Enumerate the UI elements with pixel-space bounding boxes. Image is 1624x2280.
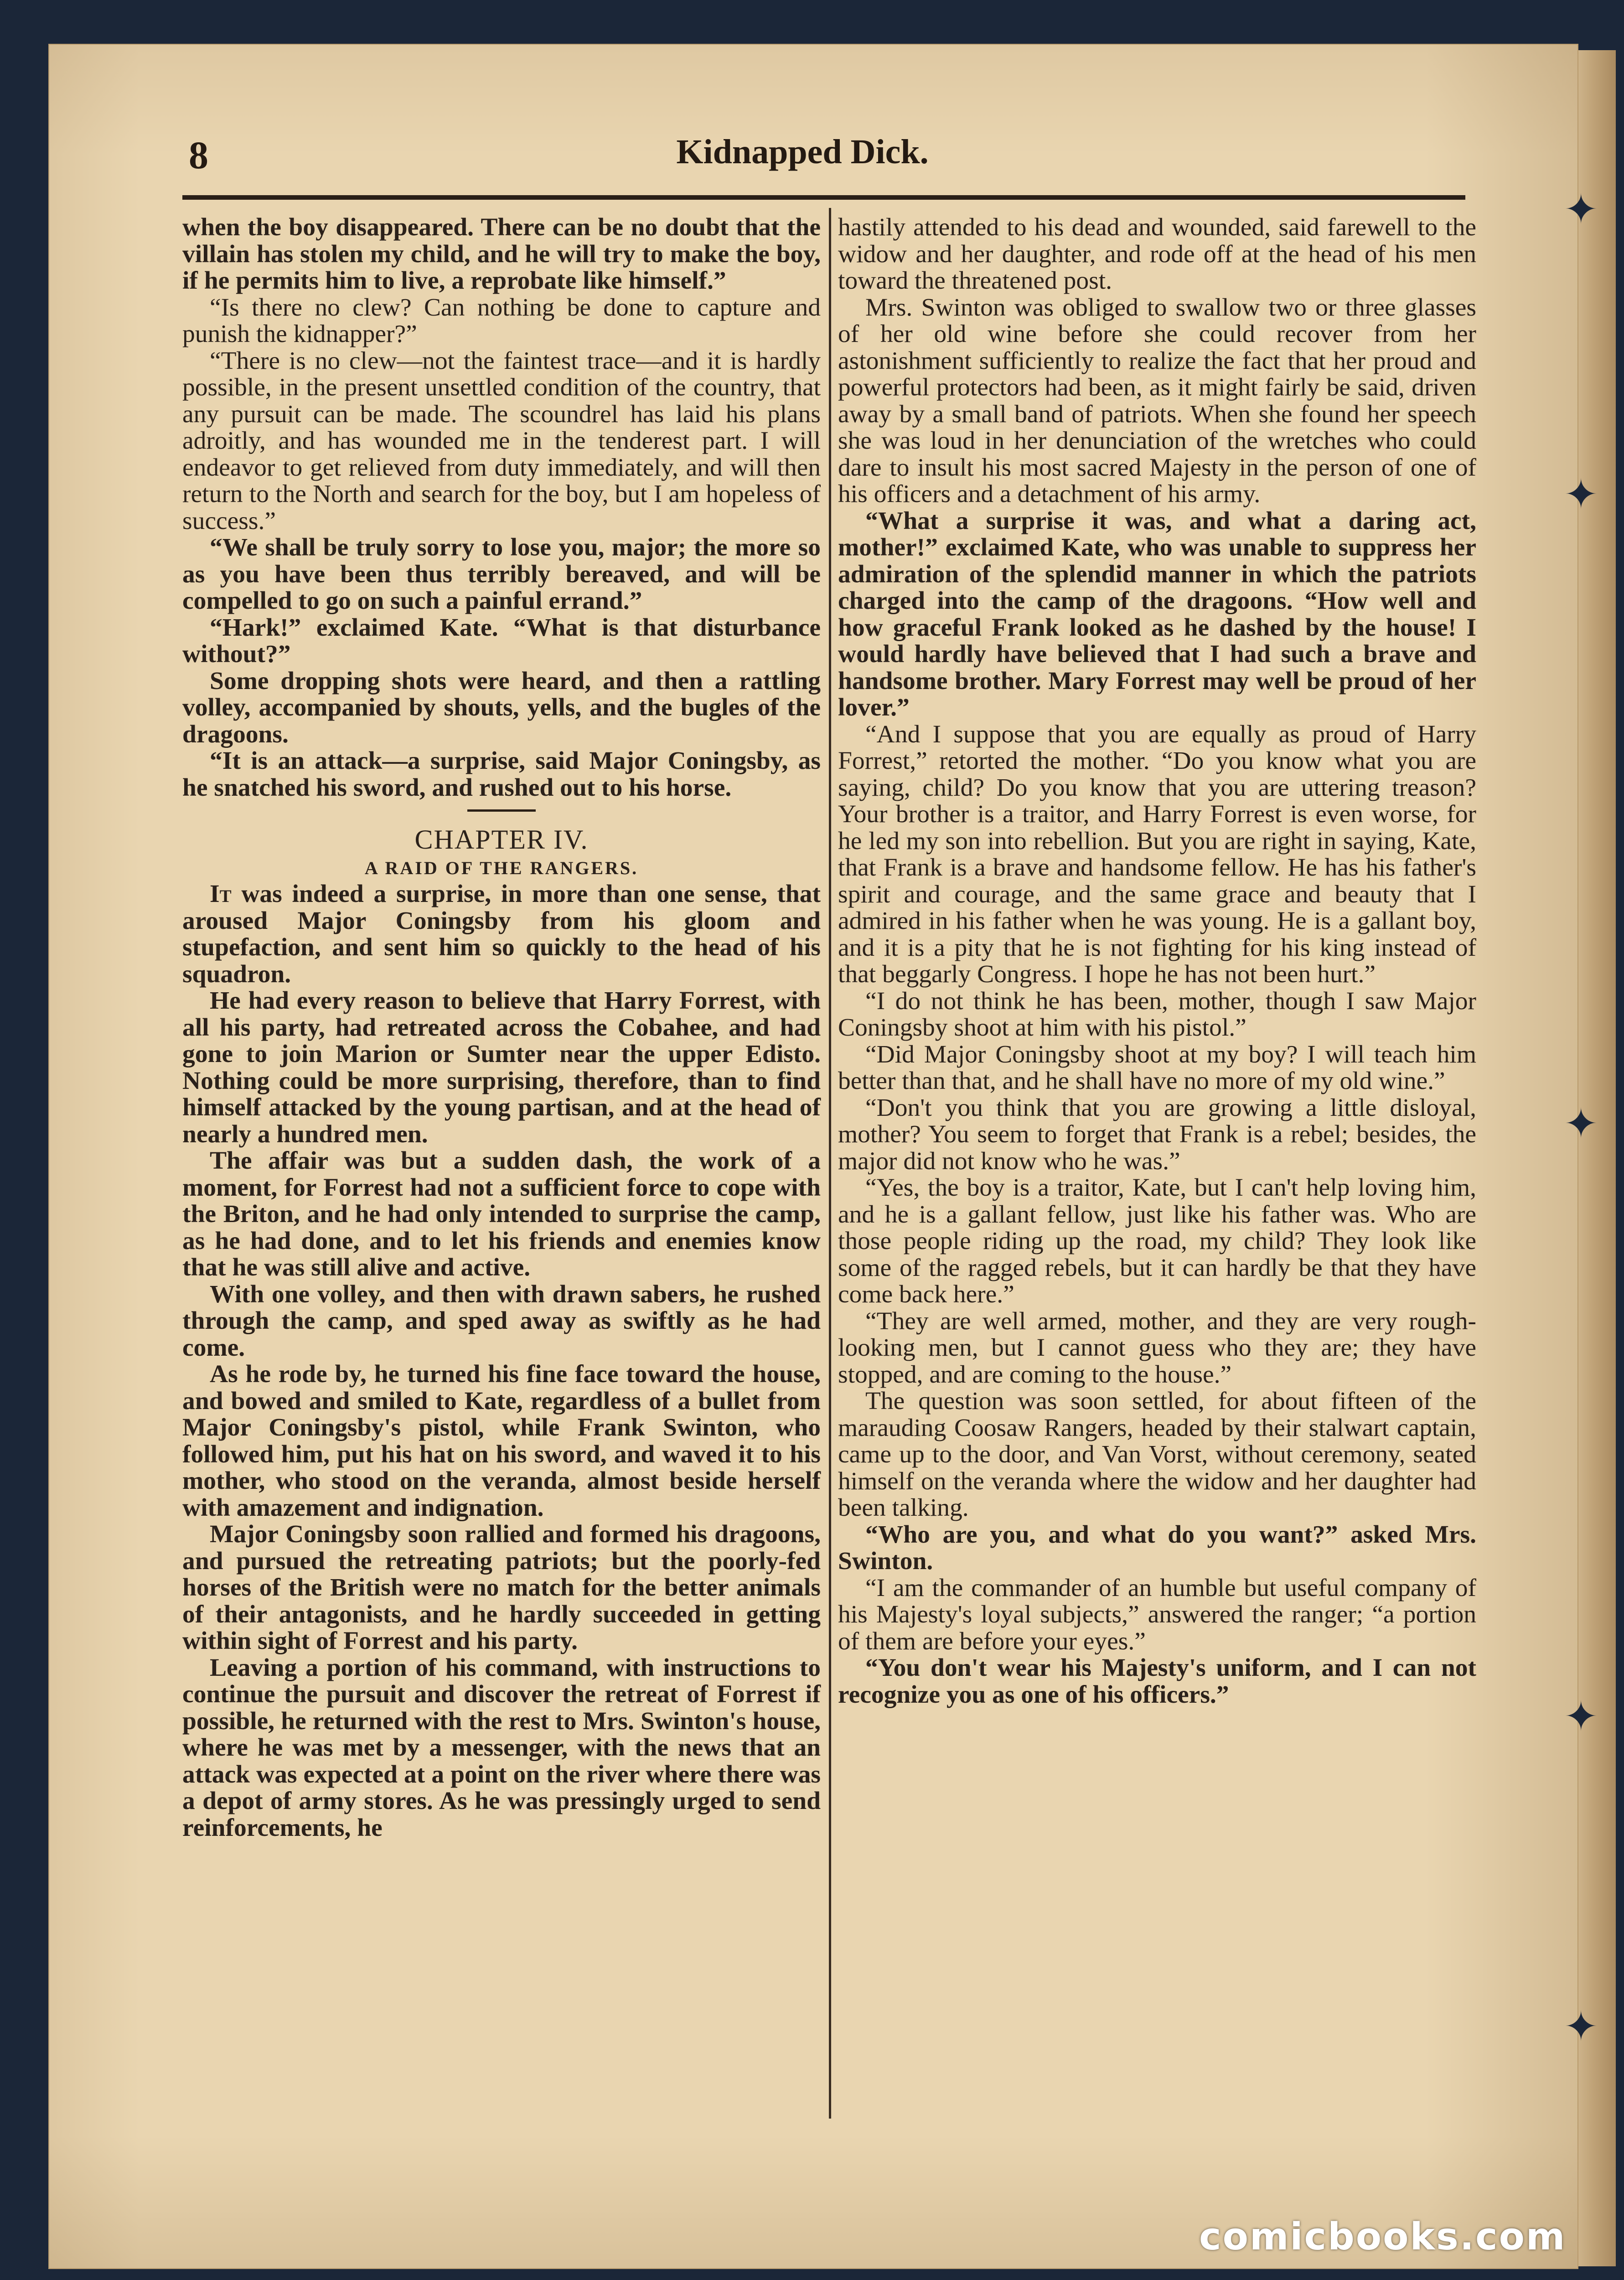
paragraph: “They are well armed, mother, and they are very rough-looking men, but I cannot guess who they are; they have stopped, and are coming to the house.” <box>838 1307 1476 1389</box>
running-title: Kidnapped Dick. <box>676 133 929 171</box>
page-number: 8 <box>189 133 208 177</box>
chapter-first-word: It <box>210 880 232 908</box>
paragraph: “Is there no clew? Can nothing be done to capture and punish the kidnapper?” <box>182 293 821 348</box>
paragraph: “And I suppose that you are equally as proud of Harry Forrest,” retorted the mother. “Do you know what you are saying, child? Do you know that you are uttering treason? Your brother is a traitor, and Harry Forrest is even worse, for he led my son into rebellion. But you are right in saying, Kate, that Frank is a brave and handsome fellow. He has his father's spirit and courage, and the same grace and beauty that I admired in his father when he was young. He is a gallant boy, and it is a pity that he is not fighting for his king instead of that beggarly Congress. I hope he has not been hurt.” <box>838 720 1476 988</box>
paragraph: “It is an attack—a surprise, said Major Coningsby, as he snatched his sword, and rushed out to his horse. <box>182 747 821 802</box>
paragraph: Leaving a portion of his command, with instructions to continue the pursuit and discover the retreat of Forrest if possible, he returned with the rest to Mrs. Swinton's house, where he was met by a messenger, with the news that an attack was expected at a point on the river where there was a depot of army stores. As he was pressingly urged to send reinforcements, he <box>182 1653 821 1842</box>
paragraph: “Who are you, and what do you want?” asked Mrs. Swinton. <box>838 1520 1476 1575</box>
column-divider <box>829 208 831 2119</box>
paragraph: The affair was but a sudden dash, the work of a moment, for Forrest had not a sufficient force to cope with the Briton, and he had only intended to surprise the camp, as he had done, and to let his friends and enemies know that he was still alive and active. <box>182 1147 821 1281</box>
chapter-subtitle: A RAID OF THE RANGERS. <box>364 858 639 878</box>
header-rule <box>182 195 1465 200</box>
left-column <box>182 214 821 1841</box>
paragraph: The question was soon settled, for about fifteen of the marauding Coosaw Rangers, headed by their stalwart captain, came up to the door, and Van Vorst, without ceremony, seated himself on the veranda where the widow and her daughter had been talking. <box>838 1387 1476 1522</box>
binding-tear-mark: ✦ <box>1564 471 1598 518</box>
paragraph: “Yes, the boy is a traitor, Kate, but I can't help loving him, and he is a gallant fellow, just like his father was. Who are those people riding up the road, my child? They look like some of the ragged rebels, but it can hardly be that they have come back here.” <box>838 1174 1476 1308</box>
paragraph: He had every reason to believe that Harry Forrest, with all his party, had retreated across the Cobahee, and had gone to join Marion or Sumter near the upper Edisto. Nothing could be more surprising, therefore, than to find himself attacked by the young partisan, and at the head of nearly a hundred men. <box>182 987 821 1148</box>
adjacent-page-edge <box>1578 50 1616 2266</box>
paragraph: “Don't you think that you are growing a little disloyal, mother? You seem to forget that Frank is a rebel; besides, the major did not know who he was.” <box>838 1093 1476 1175</box>
paragraph: Some dropping shots were heard, and then a rattling volley, accompanied by shouts, yells, and the bugles of the dragoons. <box>182 667 821 748</box>
paragraph: With one volley, and then with drawn sabers, he rushed through the camp, and sped away as swiftly as he had come. <box>182 1280 821 1362</box>
binding-tear-mark: ✦ <box>1564 1100 1598 1148</box>
paragraph: when the boy disappeared. There can be no doubt that the villain has stolen my child, and he will try to make the boy, if he permits him to live, a reprobate like himself.” <box>182 213 821 295</box>
paragraph: “We shall be truly sorry to lose you, major; the more so as you have been thus terribly bereaved, and will be compelled to go on such a painful errand.” <box>182 534 821 615</box>
right-column <box>838 214 1476 1708</box>
paragraph: “I do not think he has been, mother, though I saw Major Coningsby shoot at him with his pistol.” <box>838 987 1476 1042</box>
paragraph: As he rode by, he turned his fine face toward the house, and bowed and smiled to Kate, regardless of a bullet from Major Coningsby's pistol, while Frank Swinton, who followed him, put his hat on his sword, and waved it to his mother, who stood on the veranda, almost beside herself with amazement and indignation. <box>182 1360 821 1522</box>
site-watermark: comicbooks.com <box>1199 2215 1567 2259</box>
paragraph: “I am the commander of an humble but useful company of his Majesty's loyal subjects,” answered the ranger; “a portion of them are before your eyes.” <box>838 1574 1476 1655</box>
chapter-title: CHAPTER IV. <box>414 824 589 855</box>
paragraph: “Hark!” exclaimed Kate. “What is that disturbance without?” <box>182 613 821 668</box>
section-rule <box>467 809 536 812</box>
paragraph: “What a surprise it was, and what a daring act, mother!” exclaimed Kate, who was unable to suppress her admiration of the splendid manner in which the patriots charged into the camp of the dragoons. “How well and how graceful Frank looked as he dashed by the house! I would hardly have believed that I had such a brave and handsome brother. Mary Forrest may well be proud of her lover.” <box>838 507 1476 721</box>
binding-tear-mark: ✦ <box>1564 1693 1598 1741</box>
page-header <box>137 132 1468 187</box>
binding-tear-mark: ✦ <box>1564 186 1598 233</box>
paragraph: “You don't wear his Majesty's uniform, and I can not recognize you as one of his officers.” <box>838 1654 1476 1709</box>
paragraph: “Did Major Coningsby shoot at my boy? I will teach him better than that, and he shall have no more of my old wine.” <box>838 1040 1476 1095</box>
paragraph: was indeed a surprise, in more than one sense, that aroused Major Coningsby from his gloom and stupefaction, and sent him so quickly to the head of his squadron. <box>182 880 821 988</box>
paragraph: Major Coningsby soon rallied and formed his dragoons, and pursued the retreating patriots; but the poorly-fed horses of the British were no match for the better animals of their antagonists, and he hardly succeeded in getting within sight of Forrest and his party. <box>182 1520 821 1655</box>
binding-tear-mark: ✦ <box>1564 2003 1598 2051</box>
paragraph: hastily attended to his dead and wounded, said farewell to the widow and her daughter, and rode off at the head of his men toward the threatened post. <box>838 213 1476 295</box>
paragraph: “There is no clew—not the faintest trace—and it is hardly possible, in the present unsettled condition of the country, that any pursuit can be made. The scoundrel has laid his plans adroitly, and has wounded me in the tenderest part. I will endeavor to get relieved from duty immediately, and will then return to the North and search for the boy, but I am hopeless of success.” <box>182 347 821 535</box>
paragraph: Mrs. Swinton was obliged to swallow two or three glasses of her old wine before she could recover from her astonishment sufficiently to realize the fact that her proud and powerful protectors had been, as it might fairly be said, driven away by a small band of patriots. When she found her speech she was loud in her denunciation of the wretches who could dare to insult his most sacred Majesty in the person of one of his officers and a detachment of his army. <box>838 293 1476 508</box>
